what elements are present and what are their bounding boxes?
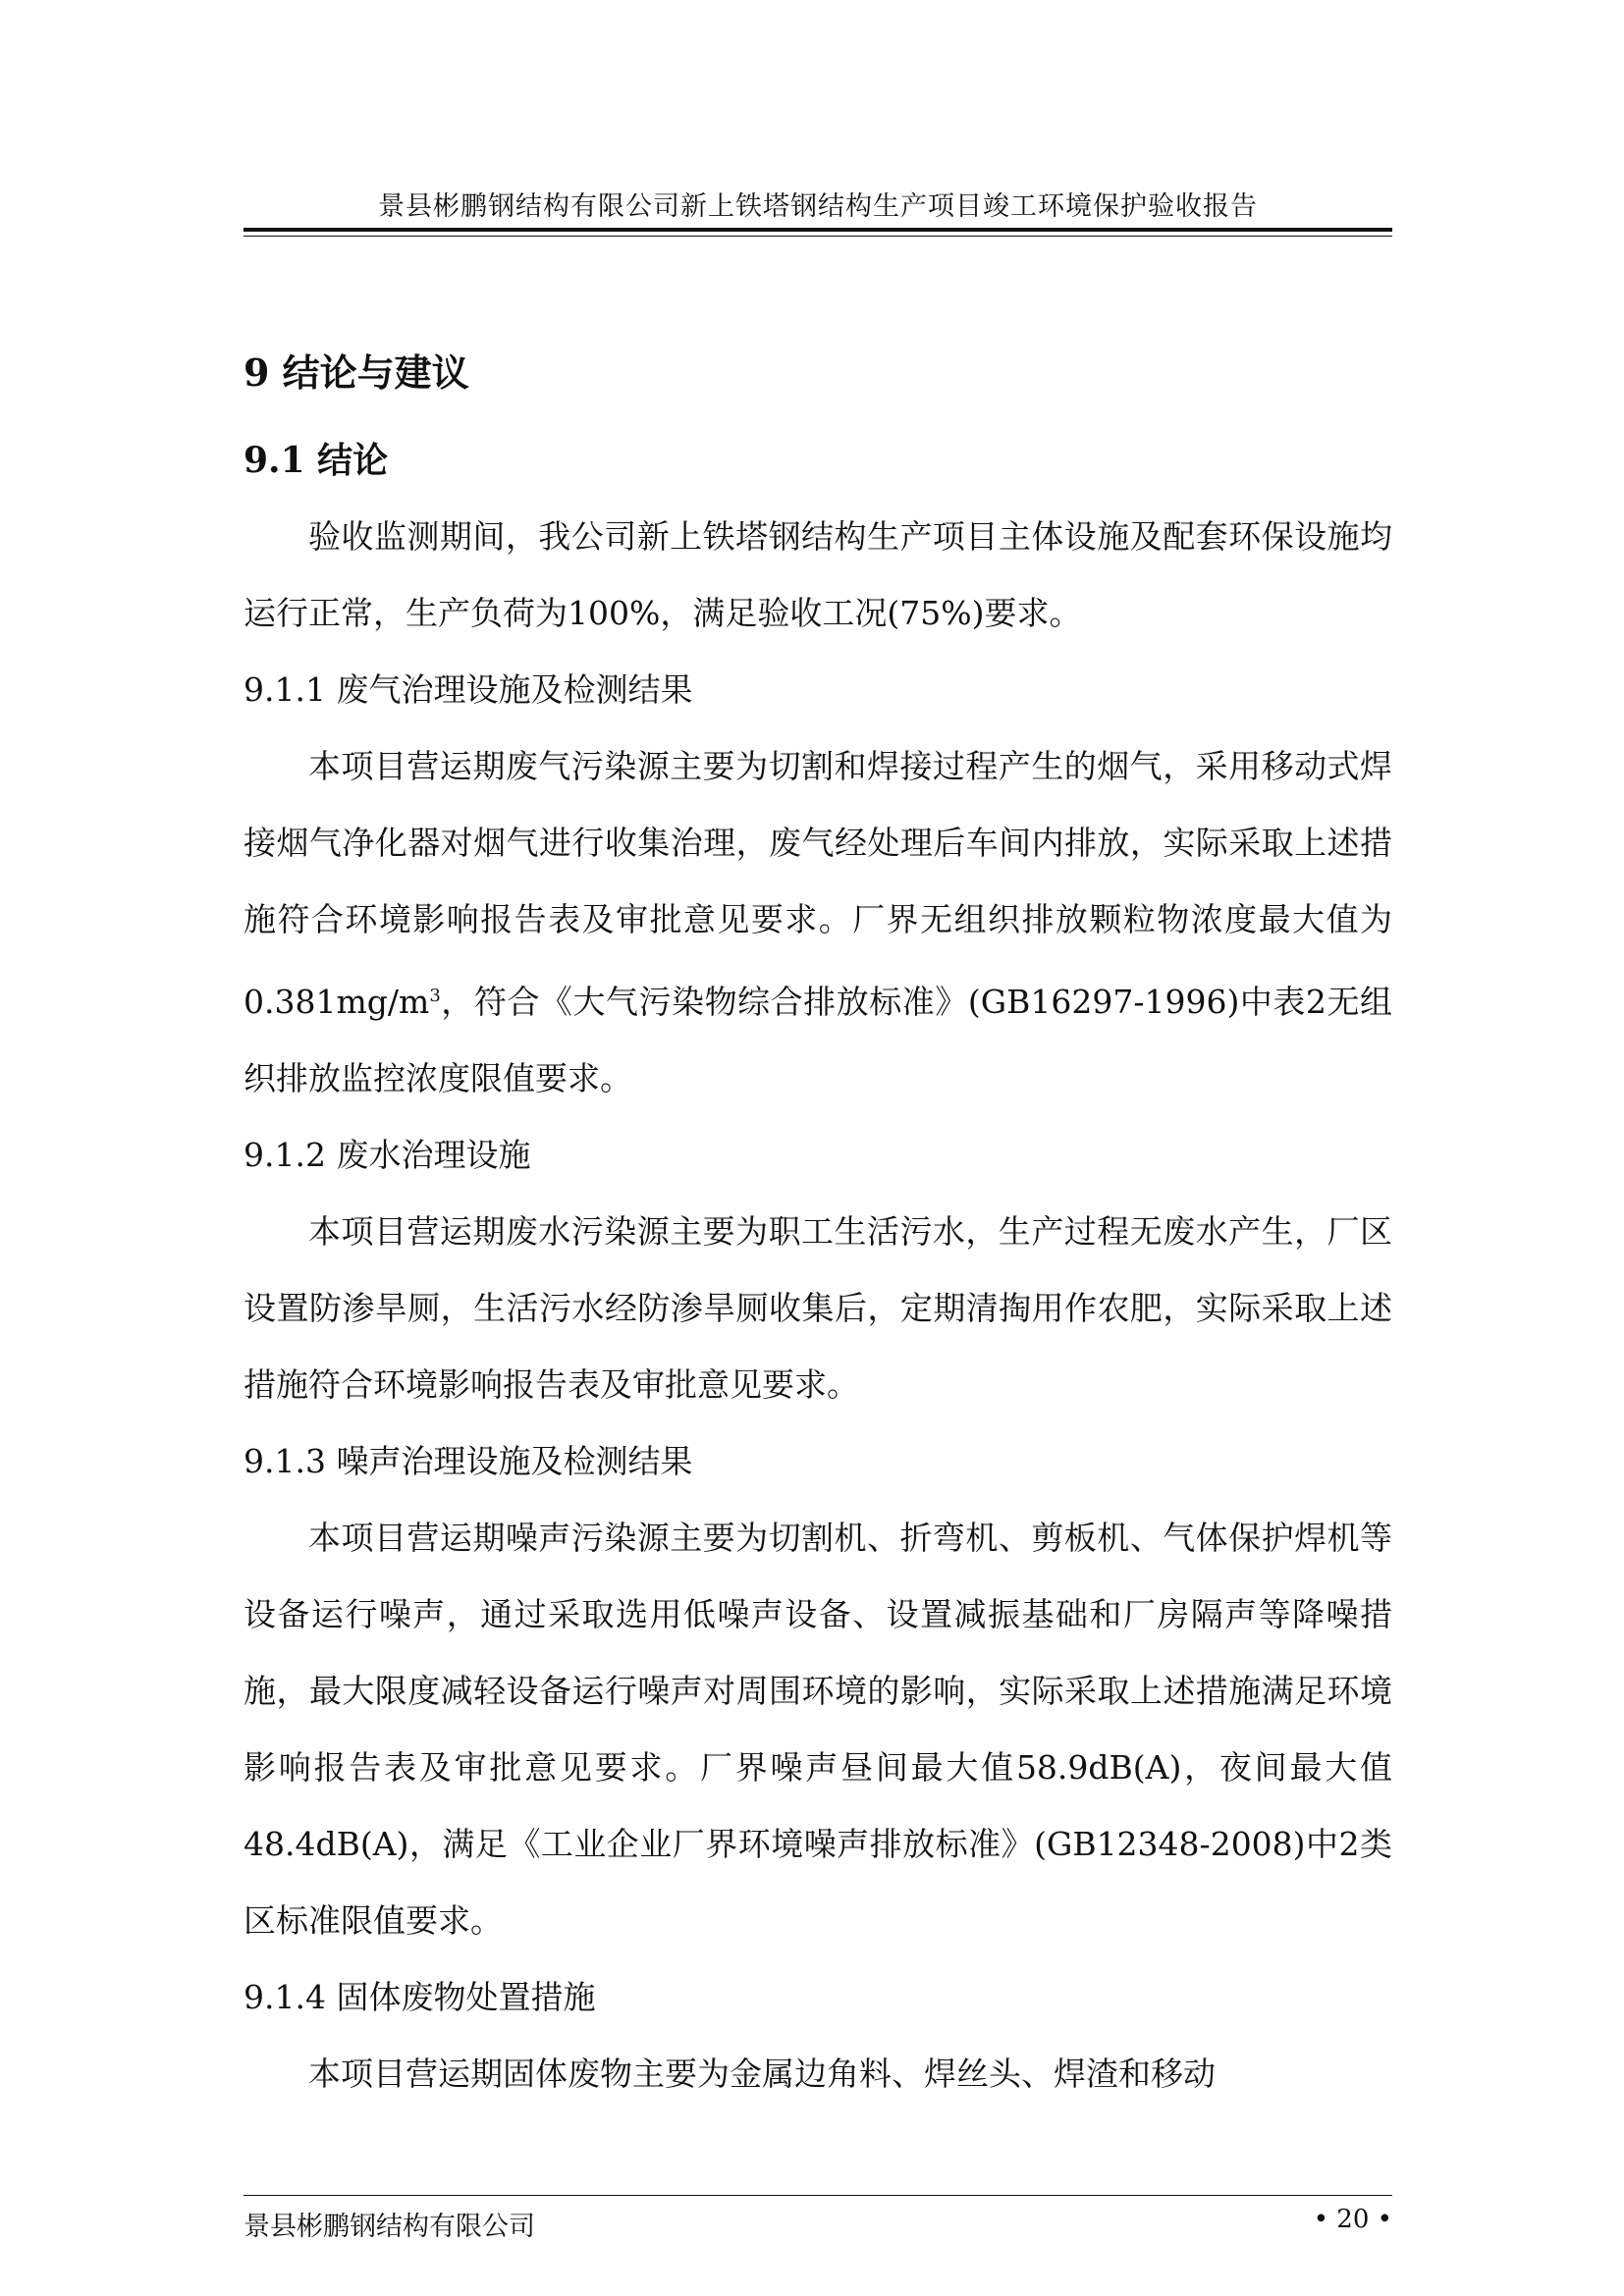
solid-waste-paragraph: 本项目营运期固体废物主要为金属边角料、焊丝头、焊渣和移动	[308, 2055, 1216, 2093]
intro-paragraph: 验收监测期间，我公司新上铁塔钢结构生产项目主体设施及配套环保设施均运行正常，生产负荷为100%，满足验收工况(75%)要求。	[244, 517, 1392, 632]
footer-rule	[244, 2195, 1392, 2196]
subsection-heading-noise: 9.1.3 噪声治理设施及检测结果	[244, 1442, 693, 1480]
page-number: • 20 •	[1313, 2205, 1392, 2234]
page-content	[244, 334, 1392, 2112]
unit-superscript: 3	[429, 986, 441, 1006]
subsection-heading-water: 9.1.2 废水治理设施	[244, 1136, 531, 1174]
subsection-heading-air: 9.1.1 废气治理设施及检测结果	[244, 670, 693, 709]
page-header: 景县彬鹏钢结构有限公司新上铁塔钢结构生产项目竣工环境保护验收报告	[378, 191, 1258, 222]
air-paragraph	[244, 728, 1392, 1117]
header-rule-thin	[244, 236, 1392, 237]
footer-company: 景县彬鹏钢结构有限公司	[244, 2212, 535, 2242]
subsection-heading-solid-waste: 9.1.4 固体废物处置措施	[244, 1978, 596, 2016]
section-heading: 9.1 结论	[244, 440, 389, 481]
water-paragraph: 本项目营运期废水污染源主要为职工生活污水，生产过程无废水产生，厂区设置防渗旱厕，生活污水经防渗旱厕收集后，定期清掏用作农肥，实际采取上述措施符合环境影响报告表及审批意见要求。	[244, 1212, 1392, 1404]
header-rule-thick	[244, 228, 1392, 232]
air-text-a: 本项目营运期废气污染源主要为切割和焊接过程产生的烟气，采用移动式焊接烟气净化器对烟气进行收集治理，废气经处理后车间内排放，实际采取上述措施符合环境影响报告表及审批意见要求。厂界无组织排放颗粒物浓度最大值为0.381mg/m	[244, 747, 1392, 1021]
air-text-b: ，符合《大气污染物综合排放标准》(GB16297-1996)中表2无组织排放监控浓度限值要求。	[244, 983, 1392, 1097]
chapter-heading: 9 结论与建议	[244, 350, 469, 395]
noise-paragraph: 本项目营运期噪声污染源主要为切割机、折弯机、剪板机、气体保护焊机等设备运行噪声，通过采取选用低噪声设备、设置减振基础和厂房隔声等降噪措施，最大限度减轻设备运行噪声对周围环境的影响，实际采取上述措施满足环境影响报告表及审批意见要求。厂界噪声昼间最大值58.9dB(A)，夜间最大值48.4dB(A)，满足《工业企业厂界环境噪声排放标准》(GB12348-2008)中2类区标准限值要求。	[244, 1519, 1392, 1940]
